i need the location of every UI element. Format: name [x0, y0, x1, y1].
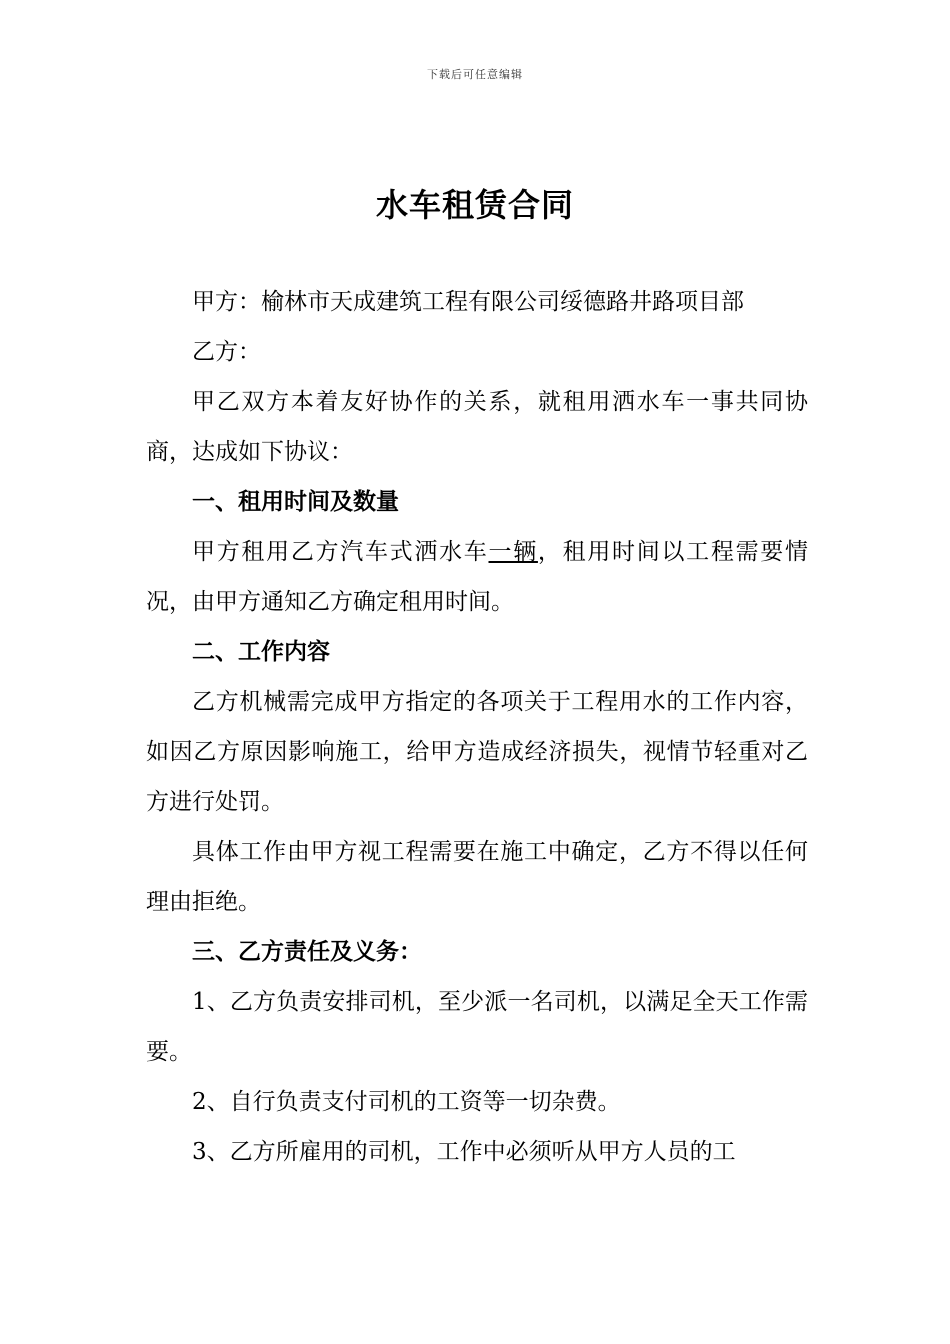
party-b-line: 乙方： — [192, 339, 261, 365]
party-a-line: 甲方：榆林市天成建筑工程有限公司绥德路井路项目部 — [192, 289, 744, 315]
section1-heading: 一、租用时间及数量 — [192, 488, 399, 515]
section1-text-after: ，租用时间以工程需要情况，由甲方通知乙方确定租用时间。 — [146, 539, 809, 615]
section2-paragraph-2: 具体工作由甲方视工程需要在施工中确定，乙方不得以任何理由拒绝。 — [146, 839, 808, 915]
contract-body — [146, 277, 808, 1177]
rental-quantity: 一辆 — [488, 539, 538, 565]
intro-paragraph: 甲乙双方本着友好协作的关系，就租用洒水车一事共同协商，达成如下协议： — [146, 389, 808, 465]
header-note: 下载后可任意编辑 — [427, 68, 523, 81]
section3-heading: 三、乙方责任及义务： — [192, 938, 422, 965]
section3-item-3: 3、乙方所雇用的司机，工作中必须听从甲方人员的工 — [192, 1139, 736, 1165]
section2-heading: 二、工作内容 — [192, 638, 330, 665]
section3-item-1: 1、乙方负责安排司机，至少派一名司机，以满足全天工作需要。 — [146, 989, 808, 1065]
section3-item-2: 2、自行负责支付司机的工资等一切杂费。 — [192, 1089, 621, 1115]
document-title: 水车租赁合同 — [375, 186, 574, 224]
section2-paragraph-1: 乙方机械需完成甲方指定的各项关于工程用水的工作内容，如因乙方原因影响施工，给甲方造成经济损失，视情节轻重对乙方进行处罚。 — [146, 689, 808, 815]
section1-paragraph — [146, 527, 808, 627]
section1-text-before: 甲方租用乙方汽车式洒水车 — [192, 539, 489, 565]
